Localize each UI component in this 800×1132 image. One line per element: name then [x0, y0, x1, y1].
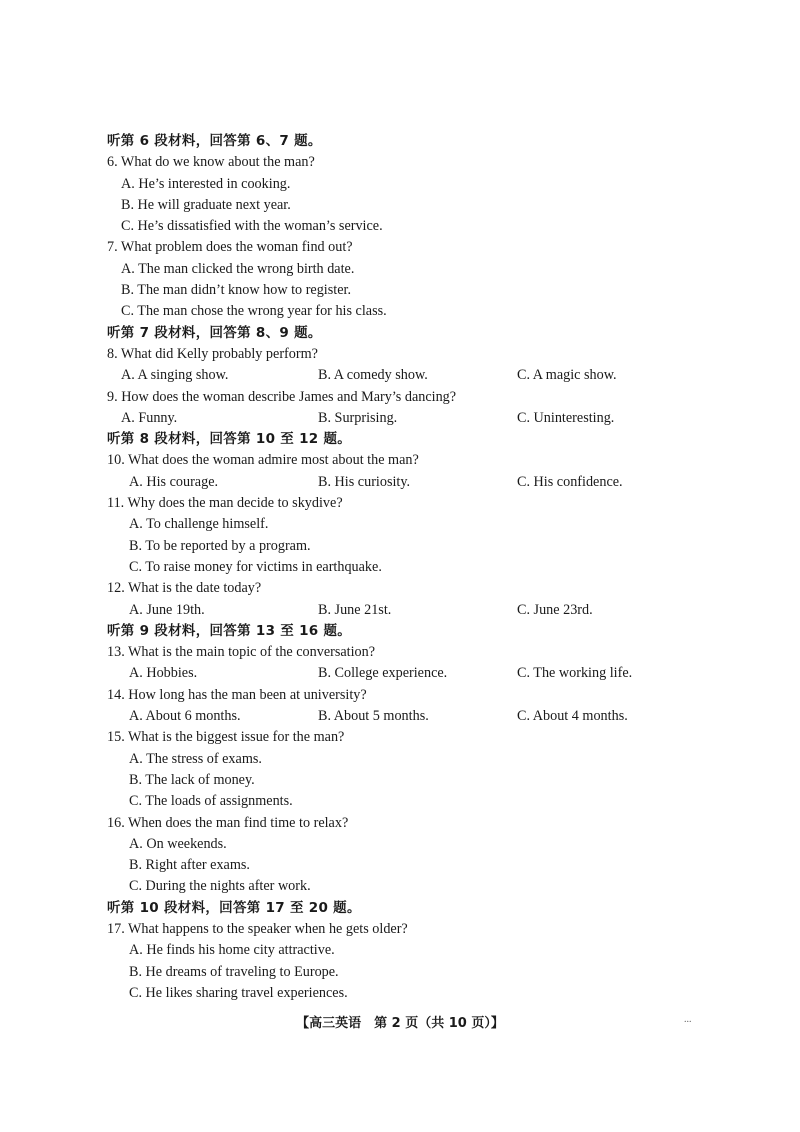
answer-option-row [107, 472, 667, 493]
answer-option: A. To challenge himself. [129, 516, 269, 533]
question-stem: 13. What is the main topic of the conversation? [107, 644, 376, 661]
answer-option-row [107, 663, 667, 684]
answer-option: B. To be reported by a program. [129, 537, 311, 554]
answer-option: B. The lack of money. [129, 771, 255, 788]
question-stem: 12. What is the date today? [107, 580, 262, 597]
answer-option: A. June 19th. [129, 601, 205, 618]
answer-option: A. On weekends. [129, 835, 227, 852]
answer-option: B. Right after exams. [129, 857, 250, 874]
answer-option: B. He dreams of traveling to Europe. [129, 963, 339, 980]
answer-option: C. Uninteresting. [517, 409, 615, 426]
question-stem: 8. What did Kelly probably perform? [107, 345, 318, 362]
answer-option: C. The man chose the wrong year for his class. [121, 303, 387, 320]
question-stem: 17. What happens to the speaker when he gets older? [107, 920, 408, 937]
answer-option-row [107, 706, 667, 727]
question-stem: 16. When does the man find time to relax? [107, 814, 349, 831]
answer-option-row [107, 600, 667, 621]
answer-option: A. The man clicked the wrong birth date. [121, 260, 355, 277]
question-stem: 15. What is the biggest issue for the man? [107, 729, 345, 746]
answer-option: A. Hobbies. [129, 665, 198, 682]
section-heading: 听第 8 段材料，回答第 10 至 12 题。 [107, 431, 352, 448]
answer-option: C. He likes sharing travel experiences. [129, 984, 348, 1001]
answer-option: A. About 6 months. [129, 708, 241, 725]
answer-option: C. About 4 months. [517, 708, 628, 725]
answer-option-row [107, 365, 667, 386]
question-stem: 7. What problem does the woman find out? [107, 239, 353, 256]
answer-option: A. A singing show. [121, 367, 229, 384]
answer-option: B. College experience. [318, 665, 448, 682]
page-footer: 【高三英语 第 2 页（共 10 页）】 [296, 1016, 504, 1031]
section-heading: 听第 10 段材料，回答第 17 至 20 题。 [107, 899, 361, 916]
section-heading: 听第 9 段材料，回答第 13 至 16 题。 [107, 622, 352, 639]
answer-option: A. His courage. [129, 473, 219, 490]
question-list [107, 131, 667, 1004]
answer-option: B. About 5 months. [318, 708, 429, 725]
answer-option-row [107, 408, 667, 429]
answer-option: C. To raise money for victims in earthquake. [129, 558, 382, 575]
question-stem: 14. How long has the man been at university? [107, 686, 367, 703]
answer-option: A. The stress of exams. [129, 750, 262, 767]
question-stem: 10. What does the woman admire most about the man? [107, 452, 419, 469]
answer-option: C. A magic show. [517, 367, 617, 384]
question-stem: 6. What do we know about the man? [107, 154, 315, 171]
corner-mark: ... [684, 1014, 692, 1025]
answer-option: C. The working life. [517, 665, 633, 682]
answer-option: B. The man didn’t know how to register. [121, 282, 351, 299]
question-stem: 11. Why does the man decide to skydive? [107, 495, 343, 512]
section-heading: 听第 7 段材料，回答第 8、9 题。 [107, 324, 322, 341]
answer-option: B. Surprising. [318, 409, 398, 426]
answer-option: B. June 21st. [318, 601, 392, 618]
answer-option: C. During the nights after work. [129, 878, 311, 895]
section-heading: 听第 6 段材料，回答第 6、7 题。 [107, 133, 322, 149]
answer-option: A. Funny. [121, 409, 178, 426]
answer-option: A. He finds his home city attractive. [129, 942, 335, 959]
answer-option: B. He will graduate next year. [121, 196, 291, 213]
answer-option: C. He’s dissatisfied with the woman’s service. [121, 218, 383, 235]
answer-option: C. His confidence. [517, 473, 623, 490]
question-stem: 9. How does the woman describe James and Mary’s dancing? [107, 388, 457, 405]
answer-option: C. June 23rd. [517, 601, 593, 618]
answer-option: C. The loads of assignments. [129, 793, 293, 810]
answer-option: B. His curiosity. [318, 473, 411, 490]
answer-option: B. A comedy show. [318, 367, 428, 384]
answer-option: A. He’s interested in cooking. [121, 175, 291, 192]
